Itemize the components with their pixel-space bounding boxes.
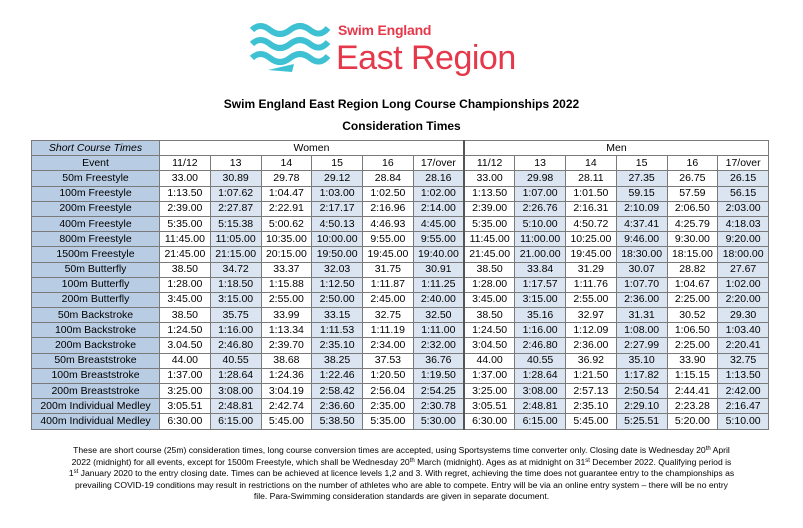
footnote-text: 1 xyxy=(68,468,74,478)
women-time-cell: 1:20.50 xyxy=(363,368,414,383)
women-time-cell: 1:13.34 xyxy=(261,323,312,338)
men-time-cell: 44.00 xyxy=(464,353,515,368)
swim-england-east-region-logo xyxy=(248,20,558,80)
event-name: 200m Butterfly xyxy=(32,292,160,307)
event-name: 100m Freestyle xyxy=(32,186,160,201)
men-time-cell: 56.15 xyxy=(718,186,769,201)
footnote-text: file. Para-Swimming consideration standards are given in separate document. xyxy=(253,491,550,501)
men-time-cell: 2:48.81 xyxy=(515,399,566,414)
men-time-cell: 3:15.00 xyxy=(515,292,566,307)
men-time-cell: 5:35.00 xyxy=(464,216,515,231)
age-header: 11/12 xyxy=(160,156,211,171)
men-time-cell: 2:20.00 xyxy=(718,292,769,307)
women-time-cell: 21:15.00 xyxy=(210,247,261,262)
women-time-cell: 2:27.87 xyxy=(210,201,261,216)
event-name: 200m Breaststroke xyxy=(32,384,160,399)
women-time-cell: 2:36.60 xyxy=(312,399,363,414)
men-time-cell: 2:16.47 xyxy=(718,399,769,414)
men-time-cell: 11:00.00 xyxy=(515,232,566,247)
footnote-text: January 2020 to the entry closing date. Times can be achieved at licence levels 1,2 and 3. With regret, achieving the time does not guarantee entry to the championships as xyxy=(78,468,735,478)
men-time-cell: 2:46.80 xyxy=(515,338,566,353)
women-time-cell: 1:15.88 xyxy=(261,277,312,292)
women-time-cell: 2:48.81 xyxy=(210,399,261,414)
event-name: 400m Freestyle xyxy=(32,216,160,231)
women-time-cell: 1:22.46 xyxy=(312,368,363,383)
women-time-cell: 20:15.00 xyxy=(261,247,312,262)
men-time-cell: 31.31 xyxy=(616,308,667,323)
men-time-cell: 38.50 xyxy=(464,262,515,277)
women-time-cell: 3:04.19 xyxy=(261,384,312,399)
women-time-cell: 9:55.00 xyxy=(413,232,464,247)
footnote-text: April xyxy=(710,445,730,455)
men-time-cell: 2:06.50 xyxy=(667,201,718,216)
men-time-cell: 33.84 xyxy=(515,262,566,277)
women-time-cell: 1:28.64 xyxy=(210,368,261,383)
women-time-cell: 2:14.00 xyxy=(413,201,464,216)
event-name: 200m Freestyle xyxy=(32,201,160,216)
men-time-cell: 1:02.00 xyxy=(718,277,769,292)
age-header: 14 xyxy=(261,156,312,171)
women-time-cell: 31.75 xyxy=(363,262,414,277)
men-time-cell: 4:50.72 xyxy=(566,216,617,231)
women-time-cell: 29.78 xyxy=(261,171,312,186)
women-time-cell: 2:58.42 xyxy=(312,384,363,399)
women-time-cell: 5:35.00 xyxy=(363,414,414,429)
women-time-cell: 10:00.00 xyxy=(312,232,363,247)
logo-text-swim-england: Swim England xyxy=(338,22,432,38)
men-time-cell: 30.52 xyxy=(667,308,718,323)
women-time-cell: 5:15.38 xyxy=(210,216,261,231)
table-row xyxy=(32,308,769,323)
table-row xyxy=(32,171,769,186)
table-row xyxy=(32,247,769,262)
event-name: 50m Butterfly xyxy=(32,262,160,277)
group-header-men: Men xyxy=(464,141,769,156)
table-row xyxy=(32,262,769,277)
women-time-cell: 1:11.53 xyxy=(312,323,363,338)
women-time-cell: 36.76 xyxy=(413,353,464,368)
women-time-cell: 1:03.00 xyxy=(312,186,363,201)
women-time-cell: 35.75 xyxy=(210,308,261,323)
men-time-cell: 1:03.40 xyxy=(718,323,769,338)
footnote-text: December 2022. Qualifying period is xyxy=(589,456,732,467)
table-body xyxy=(32,171,769,429)
men-time-cell: 2:10.09 xyxy=(616,201,667,216)
men-time-cell: 1:37.00 xyxy=(464,368,515,383)
women-time-cell: 19:40.00 xyxy=(413,247,464,262)
men-time-cell: 28.11 xyxy=(566,171,617,186)
women-time-cell: 6:30.00 xyxy=(160,414,211,429)
men-time-cell: 1:11.76 xyxy=(566,277,617,292)
men-time-cell: 5:45.00 xyxy=(566,414,617,429)
women-time-cell: 2:34.00 xyxy=(363,338,414,353)
women-time-cell: 19:50.00 xyxy=(312,247,363,262)
women-time-cell: 29.12 xyxy=(312,171,363,186)
men-time-cell: 2:36.00 xyxy=(616,292,667,307)
men-time-cell: 1:28.64 xyxy=(515,368,566,383)
women-time-cell: 2:42.74 xyxy=(261,399,312,414)
men-time-cell: 2:50.54 xyxy=(616,384,667,399)
women-time-cell: 5:35.00 xyxy=(160,216,211,231)
event-name: 1500m Freestyle xyxy=(32,247,160,262)
men-time-cell: 5:10.00 xyxy=(718,414,769,429)
men-time-cell: 19:45.00 xyxy=(566,247,617,262)
men-time-cell: 2:25.00 xyxy=(667,338,718,353)
women-time-cell: 1:37.00 xyxy=(160,368,211,383)
men-time-cell: 9:30.00 xyxy=(667,232,718,247)
women-time-cell: 2:32.00 xyxy=(413,338,464,353)
men-time-cell: 1:08.00 xyxy=(616,323,667,338)
logo-wave-icon xyxy=(248,20,334,76)
women-time-cell: 3:15.00 xyxy=(210,292,261,307)
women-time-cell: 37.53 xyxy=(363,353,414,368)
women-time-cell: 3:45.00 xyxy=(160,292,211,307)
women-time-cell: 1:18.50 xyxy=(210,277,261,292)
women-time-cell: 2:30.78 xyxy=(413,399,464,414)
event-name: 400m Individual Medley xyxy=(32,414,160,429)
women-time-cell: 33.99 xyxy=(261,308,312,323)
table-row xyxy=(32,384,769,399)
event-name: 200m Individual Medley xyxy=(32,399,160,414)
men-time-cell: 31.29 xyxy=(566,262,617,277)
women-time-cell: 32.50 xyxy=(413,308,464,323)
men-time-cell: 33.90 xyxy=(667,353,718,368)
women-time-cell: 1:02.50 xyxy=(363,186,414,201)
table-row xyxy=(32,186,769,201)
men-time-cell: 1:12.09 xyxy=(566,323,617,338)
table-row xyxy=(32,338,769,353)
men-time-cell: 1:07.00 xyxy=(515,186,566,201)
women-time-cell: 2:46.80 xyxy=(210,338,261,353)
men-time-cell: 6:30.00 xyxy=(464,414,515,429)
women-time-cell: 5:00.62 xyxy=(261,216,312,231)
men-time-cell: 59.15 xyxy=(616,186,667,201)
consideration-times-table xyxy=(31,140,769,430)
corner-label: Short Course Times xyxy=(32,141,160,156)
women-time-cell: 40.55 xyxy=(210,353,261,368)
men-time-cell: 2:36.00 xyxy=(566,338,617,353)
men-time-cell: 5:25.51 xyxy=(616,414,667,429)
footnote-sup: th xyxy=(409,457,415,464)
women-time-cell: 30.91 xyxy=(413,262,464,277)
footnote-sup: th xyxy=(705,446,711,452)
event-name: 100m Backstroke xyxy=(32,323,160,338)
women-time-cell: 1:24.50 xyxy=(160,323,211,338)
event-name: 100m Butterfly xyxy=(32,277,160,292)
men-time-cell: 57.59 xyxy=(667,186,718,201)
women-time-cell: 2:54.25 xyxy=(413,384,464,399)
table-row xyxy=(32,277,769,292)
men-time-cell: 1:04.67 xyxy=(667,277,718,292)
women-time-cell: 1:11.87 xyxy=(363,277,414,292)
men-time-cell: 11:45.00 xyxy=(464,232,515,247)
women-time-cell: 2:39.70 xyxy=(261,338,312,353)
women-time-cell: 3:08.00 xyxy=(210,384,261,399)
women-time-cell: 4:50.13 xyxy=(312,216,363,231)
men-time-cell: 1:17.82 xyxy=(616,368,667,383)
men-time-cell: 1:06.50 xyxy=(667,323,718,338)
men-time-cell: 36.92 xyxy=(566,353,617,368)
age-header: 13 xyxy=(210,156,261,171)
men-time-cell: 3:05.51 xyxy=(464,399,515,414)
men-time-cell: 18:00.00 xyxy=(718,247,769,262)
men-time-cell: 21:45.00 xyxy=(464,247,515,262)
men-time-cell: 1:28.00 xyxy=(464,277,515,292)
age-header: 14 xyxy=(566,156,617,171)
men-time-cell: 10:25.00 xyxy=(566,232,617,247)
women-time-cell: 38.50 xyxy=(160,262,211,277)
event-name: 50m Backstroke xyxy=(32,308,160,323)
men-time-cell: 1:24.50 xyxy=(464,323,515,338)
table-row xyxy=(32,216,769,231)
footnote xyxy=(60,445,743,503)
women-time-cell: 3:25.00 xyxy=(160,384,211,399)
event-column-header: Event xyxy=(32,156,160,171)
women-time-cell: 11:45.00 xyxy=(160,232,211,247)
men-time-cell: 1:13.50 xyxy=(718,368,769,383)
men-time-cell: 26.75 xyxy=(667,171,718,186)
women-time-cell: 1:16.00 xyxy=(210,323,261,338)
women-time-cell: 1:28.00 xyxy=(160,277,211,292)
men-time-cell: 30.07 xyxy=(616,262,667,277)
men-time-cell: 18:30.00 xyxy=(616,247,667,262)
age-header: 17/over xyxy=(718,156,769,171)
table-row xyxy=(32,323,769,338)
men-time-cell: 2:29.10 xyxy=(616,399,667,414)
women-time-cell: 28.16 xyxy=(413,171,464,186)
men-time-cell: 2:23.28 xyxy=(667,399,718,414)
event-name: 50m Freestyle xyxy=(32,171,160,186)
women-time-cell: 1:02.00 xyxy=(413,186,464,201)
event-name: 800m Freestyle xyxy=(32,232,160,247)
women-time-cell: 3:05.51 xyxy=(160,399,211,414)
men-time-cell: 27.35 xyxy=(616,171,667,186)
page-subtitle: Consideration Times xyxy=(342,119,461,133)
men-time-cell: 38.50 xyxy=(464,308,515,323)
women-time-cell: 3.04.50 xyxy=(160,338,211,353)
women-time-cell: 2:55.00 xyxy=(261,292,312,307)
women-time-cell: 4:45.00 xyxy=(413,216,464,231)
age-header: 11/12 xyxy=(464,156,515,171)
men-time-cell: 29.98 xyxy=(515,171,566,186)
men-time-cell: 2:16.31 xyxy=(566,201,617,216)
table-row xyxy=(32,201,769,216)
women-time-cell: 38.68 xyxy=(261,353,312,368)
women-time-cell: 38.50 xyxy=(160,308,211,323)
women-time-cell: 2:56.04 xyxy=(363,384,414,399)
event-name: 200m Backstroke xyxy=(32,338,160,353)
men-time-cell: 3:04.50 xyxy=(464,338,515,353)
men-time-cell: 5:10.00 xyxy=(515,216,566,231)
men-time-cell: 9:46.00 xyxy=(616,232,667,247)
women-time-cell: 44.00 xyxy=(160,353,211,368)
women-time-cell: 1:11.25 xyxy=(413,277,464,292)
women-time-cell: 2:39.00 xyxy=(160,201,211,216)
men-time-cell: 1:16.00 xyxy=(515,323,566,338)
men-time-cell: 35.10 xyxy=(616,353,667,368)
women-time-cell: 1:11.19 xyxy=(363,323,414,338)
men-time-cell: 29.30 xyxy=(718,308,769,323)
women-time-cell: 32.75 xyxy=(363,308,414,323)
men-time-cell: 33.00 xyxy=(464,171,515,186)
women-time-cell: 2:40.00 xyxy=(413,292,464,307)
men-time-cell: 1:01.50 xyxy=(566,186,617,201)
women-time-cell: 28.84 xyxy=(363,171,414,186)
men-time-cell: 35.16 xyxy=(515,308,566,323)
women-time-cell: 1:19.50 xyxy=(413,368,464,383)
women-time-cell: 2:17.17 xyxy=(312,201,363,216)
men-time-cell: 4:37.41 xyxy=(616,216,667,231)
men-time-cell: 2:57.13 xyxy=(566,384,617,399)
table-row xyxy=(32,399,769,414)
footnote-text: 2022 (midnight) for all events, except for 1500m Freestyle, which shall be Wednesday 20 xyxy=(71,456,410,467)
men-time-cell: 2:44.41 xyxy=(667,384,718,399)
table-row xyxy=(32,353,769,368)
men-time-cell: 2:42.00 xyxy=(718,384,769,399)
men-time-cell: 2:26.76 xyxy=(515,201,566,216)
men-time-cell: 40.55 xyxy=(515,353,566,368)
men-time-cell: 28.82 xyxy=(667,262,718,277)
men-time-cell: 1:21.50 xyxy=(566,368,617,383)
men-time-cell: 9:20.00 xyxy=(718,232,769,247)
men-time-cell: 3:25.00 xyxy=(464,384,515,399)
women-time-cell: 34.72 xyxy=(210,262,261,277)
footnote-text: These are short course (25m) consideration times, long course conversion times are accepted, using Sportsystems time converter only. Closing date is Wednesday 20 xyxy=(73,445,706,455)
age-header: 16 xyxy=(363,156,414,171)
event-name: 100m Breaststroke xyxy=(32,368,160,383)
women-time-cell: 1:13.50 xyxy=(160,186,211,201)
women-time-cell: 21:45.00 xyxy=(160,247,211,262)
age-header: 15 xyxy=(312,156,363,171)
men-time-cell: 2:27.99 xyxy=(616,338,667,353)
women-time-cell: 38.25 xyxy=(312,353,363,368)
footnote-sup: st xyxy=(73,469,79,475)
women-time-cell: 33.00 xyxy=(160,171,211,186)
women-time-cell: 33.15 xyxy=(312,308,363,323)
women-time-cell: 32.03 xyxy=(312,262,363,277)
men-time-cell: 21.00.00 xyxy=(515,247,566,262)
men-time-cell: 2:03.00 xyxy=(718,201,769,216)
women-time-cell: 30.89 xyxy=(210,171,261,186)
table-row xyxy=(32,292,769,307)
women-time-cell: 5:30.00 xyxy=(413,414,464,429)
women-time-cell: 1:24.36 xyxy=(261,368,312,383)
men-time-cell: 26.15 xyxy=(718,171,769,186)
men-time-cell: 32.97 xyxy=(566,308,617,323)
event-name: 50m Breaststroke xyxy=(32,353,160,368)
men-time-cell: 2:35.10 xyxy=(566,399,617,414)
age-header: 13 xyxy=(515,156,566,171)
men-time-cell: 2:20.41 xyxy=(718,338,769,353)
women-time-cell: 9:55.00 xyxy=(363,232,414,247)
age-header: 16 xyxy=(667,156,718,171)
table-row xyxy=(32,232,769,247)
group-header-women: Women xyxy=(160,141,465,156)
men-time-cell: 4:18.03 xyxy=(718,216,769,231)
men-time-cell: 2:39.00 xyxy=(464,201,515,216)
footnote-text: March (midnight). Ages as at midnight on 31 xyxy=(414,456,586,467)
footnote-text: prevailing COVID-19 conditions may result in restrictions on the number of athletes who are able to compete. Entry will be via an online entry system – there will be no entry xyxy=(75,479,728,490)
women-time-cell: 11:05.00 xyxy=(210,232,261,247)
women-time-cell: 5:45.00 xyxy=(261,414,312,429)
men-time-cell: 1:15.15 xyxy=(667,368,718,383)
women-time-cell: 19:45.00 xyxy=(363,247,414,262)
men-time-cell: 2:55.00 xyxy=(566,292,617,307)
men-time-cell: 6:15.00 xyxy=(515,414,566,429)
women-time-cell: 2:50.00 xyxy=(312,292,363,307)
women-time-cell: 2:22.91 xyxy=(261,201,312,216)
men-time-cell: 18:15.00 xyxy=(667,247,718,262)
men-time-cell: 3:08.00 xyxy=(515,384,566,399)
logo-text-east-region: East Region xyxy=(336,39,516,77)
women-time-cell: 2:35.10 xyxy=(312,338,363,353)
women-time-cell: 2:45.00 xyxy=(363,292,414,307)
men-time-cell: 27.67 xyxy=(718,262,769,277)
footnote-sup: st xyxy=(585,457,590,464)
women-time-cell: 6:15.00 xyxy=(210,414,261,429)
men-time-cell: 1:17.57 xyxy=(515,277,566,292)
women-time-cell: 1:11.00 xyxy=(413,323,464,338)
women-time-cell: 1:12.50 xyxy=(312,277,363,292)
women-time-cell: 10:35.00 xyxy=(261,232,312,247)
women-time-cell: 1:04.47 xyxy=(261,186,312,201)
women-time-cell: 5:38.50 xyxy=(312,414,363,429)
table-row xyxy=(32,414,769,429)
men-time-cell: 1:13.50 xyxy=(464,186,515,201)
women-time-cell: 2:16.96 xyxy=(363,201,414,216)
men-time-cell: 32.75 xyxy=(718,353,769,368)
table-row xyxy=(32,368,769,383)
page-title: Swim England East Region Long Course Championships 2022 xyxy=(223,97,580,111)
men-time-cell: 1:07.70 xyxy=(616,277,667,292)
age-header: 17/over xyxy=(413,156,464,171)
men-time-cell: 5:20.00 xyxy=(667,414,718,429)
age-header: 15 xyxy=(616,156,667,171)
women-time-cell: 33.37 xyxy=(261,262,312,277)
men-time-cell: 4:25.79 xyxy=(667,216,718,231)
men-time-cell: 2:25.00 xyxy=(667,292,718,307)
men-time-cell: 3:45.00 xyxy=(464,292,515,307)
women-time-cell: 2:35.00 xyxy=(363,399,414,414)
women-time-cell: 4:46.93 xyxy=(363,216,414,231)
women-time-cell: 1:07.62 xyxy=(210,186,261,201)
